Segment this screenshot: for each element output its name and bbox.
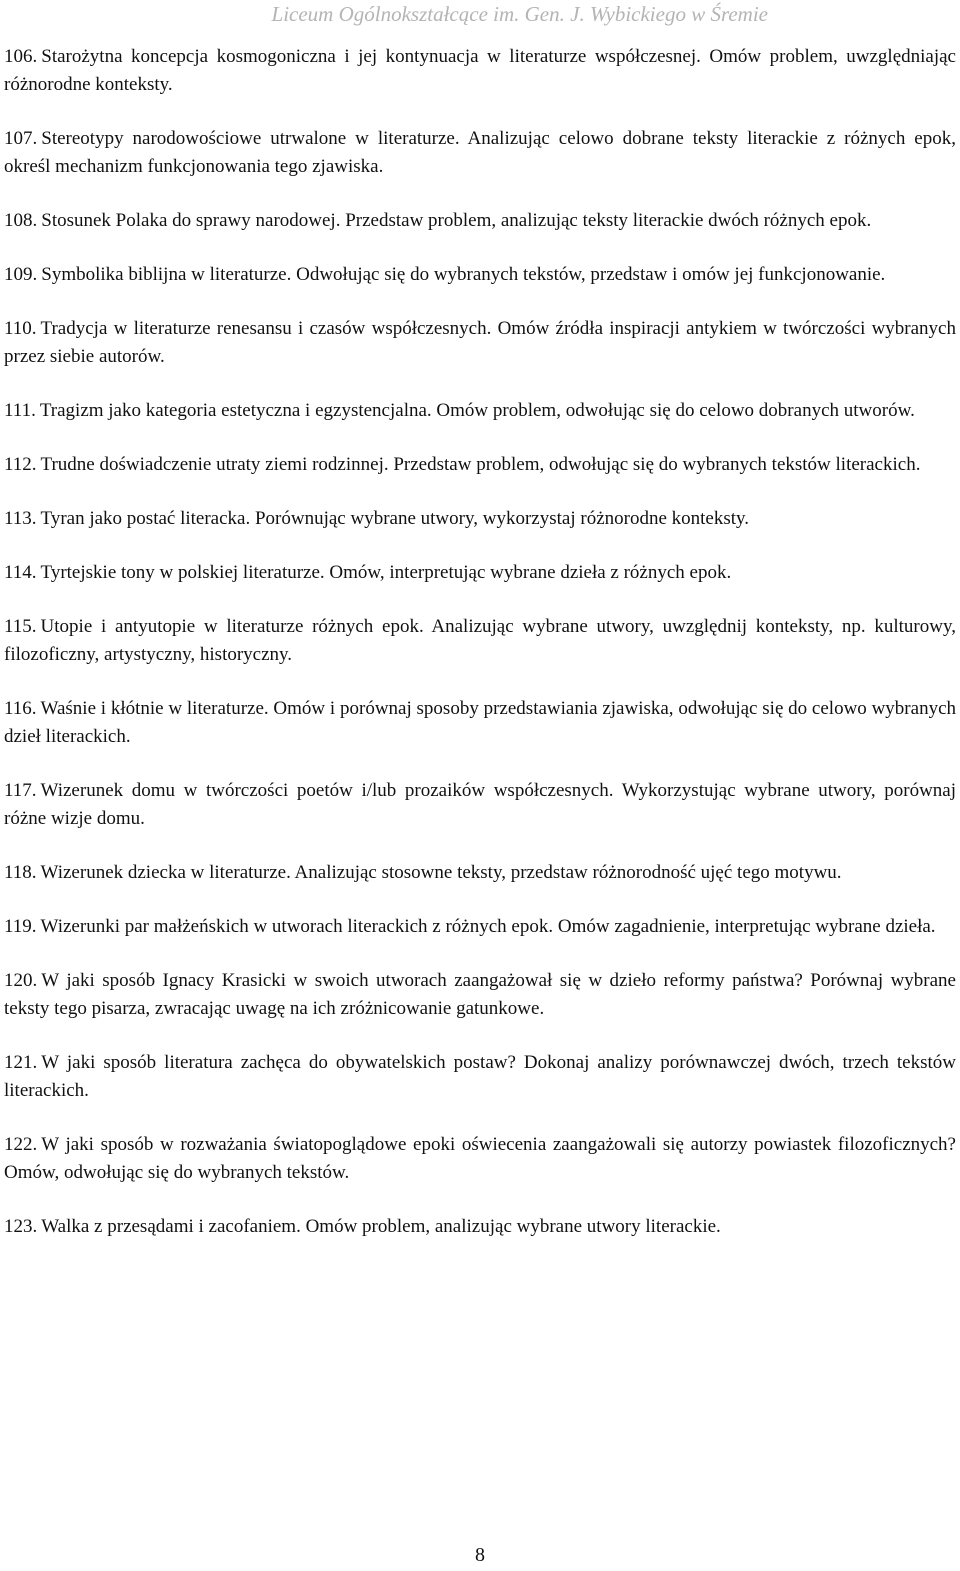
topic-number: 110. (4, 318, 37, 339)
topic-text: Stosunek Polaka do sprawy narodowej. Przedstaw problem, analizując teksty literackie dwóch różnych epok. (41, 210, 872, 231)
topic-number: 115. (4, 616, 37, 637)
topic-text: Starożytna koncepcja kosmogoniczna i jej kontynuacja w literaturze współczesnej. Omów problem, uwzględniając różnorodne konteksty. (4, 46, 956, 95)
topic-number: 123. (4, 1216, 38, 1237)
topic-text: W jaki sposób w rozważania światopoglądowe epoki oświecenia zaangażowali się autorzy powiastek filozoficznych? Omów, odwołując się do wybranych tekstów. (4, 1134, 956, 1183)
topic-number: 113. (4, 508, 37, 529)
topic-number: 118. (4, 862, 37, 883)
topic-text: Trudne doświadczenie utraty ziemi rodzinnej. Przedstaw problem, odwołując się do wybranych tekstów literackich. (40, 454, 921, 475)
topic-number: 119. (4, 916, 37, 937)
topic-item (4, 261, 956, 289)
topic-text: Tradycja w literaturze renesansu i czasów współczesnych. Omów źródła inspiracji antykiem w twórczości wybranych przez siebie autorów. (4, 318, 956, 367)
topic-text: Wizerunek dziecka w literaturze. Analizując stosowne teksty, przedstaw różnorodność ujęć tego motywu. (40, 862, 842, 883)
topic-item (4, 913, 956, 941)
topic-item (4, 1049, 956, 1105)
topic-list (4, 43, 956, 1267)
page-header-school: Liceum Ogólnokształcące im. Gen. J. Wybickiego w Śremie (271, 2, 768, 26)
topic-text: Wizerunki par małżeńskich w utworach literackich z różnych epok. Omów zagadnienie, interpretując wybrane dzieła. (40, 916, 936, 937)
topic-text: Utopie i antyutopie w literaturze różnych epok. Analizując wybrane utwory, uwzględnij konteksty, np. kulturowy, filozoficzny, artystyczny, historyczny. (4, 616, 956, 665)
topic-item (4, 207, 956, 235)
topic-item (4, 43, 956, 99)
topic-text: Wizerunek domu w twórczości poetów i/lub prozaików współczesnych. Wykorzystując wybrane utwory, porównaj różne wizje domu. (4, 780, 956, 829)
topic-number: 111. (4, 400, 36, 421)
topic-number: 117. (4, 780, 37, 801)
topic-text: W jaki sposób literatura zachęca do obywatelskich postaw? Dokonaj analizy porównawczej dwóch, trzech tekstów literackich. (4, 1052, 956, 1101)
topic-text: Tragizm jako kategoria estetyczna i egzystencjalna. Omów problem, odwołując się do celowo dobranych utworów. (39, 400, 915, 421)
topic-number: 120. (4, 970, 38, 991)
topic-item (4, 451, 956, 479)
topic-item (4, 695, 956, 751)
topic-text: Tyrtejskie tony w polskiej literaturze. Omów, interpretując wybrane dzieła z różnych epok. (40, 562, 732, 583)
topic-item (4, 1131, 956, 1187)
topic-number: 108. (4, 210, 38, 231)
topic-number: 112. (4, 454, 37, 475)
topic-item (4, 505, 956, 533)
page-number: 8 (475, 1544, 485, 1566)
topic-text: W jaki sposób Ignacy Krasicki w swoich utworach zaangażował się w dzieło reformy państwa? Porównaj wybrane teksty tego pisarza, zwracając uwagę na ich zróżnicowanie gatunkowe. (4, 970, 956, 1019)
topic-number: 122. (4, 1134, 38, 1155)
topic-item (4, 613, 956, 669)
topic-number: 114. (4, 562, 37, 583)
topic-text: Tyran jako postać literacka. Porównując wybrane utwory, wykorzystaj różnorodne konteksty. (40, 508, 750, 529)
topic-text: Walka z przesądami i zacofaniem. Omów problem, analizując wybrane utwory literackie. (41, 1216, 721, 1237)
topic-text: Waśnie i kłótnie w literaturze. Omów i porównaj sposoby przedstawiania zjawiska, odwołując się do celowo wybranych dzieł literackich. (4, 698, 956, 747)
topic-item (4, 315, 956, 371)
topic-item (4, 1213, 956, 1241)
topic-item (4, 125, 956, 181)
topic-text: Stereotypy narodowościowe utrwalone w literaturze. Analizując celowo dobrane teksty literackie z różnych epok, określ mechanizm funkcjonowania tego zjawiska. (4, 128, 956, 177)
topic-number: 116. (4, 698, 37, 719)
topic-number: 107. (4, 128, 38, 149)
topic-item (4, 777, 956, 833)
topic-item (4, 559, 956, 587)
topic-item (4, 397, 956, 425)
topic-text: Symbolika biblijna w literaturze. Odwołując się do wybranych tekstów, przedstaw i omów jej funkcjonowanie. (41, 264, 886, 285)
topic-item (4, 967, 956, 1023)
topic-number: 121. (4, 1052, 38, 1073)
topic-item (4, 859, 956, 887)
topic-number: 109. (4, 264, 38, 285)
topic-number: 106. (4, 46, 38, 67)
